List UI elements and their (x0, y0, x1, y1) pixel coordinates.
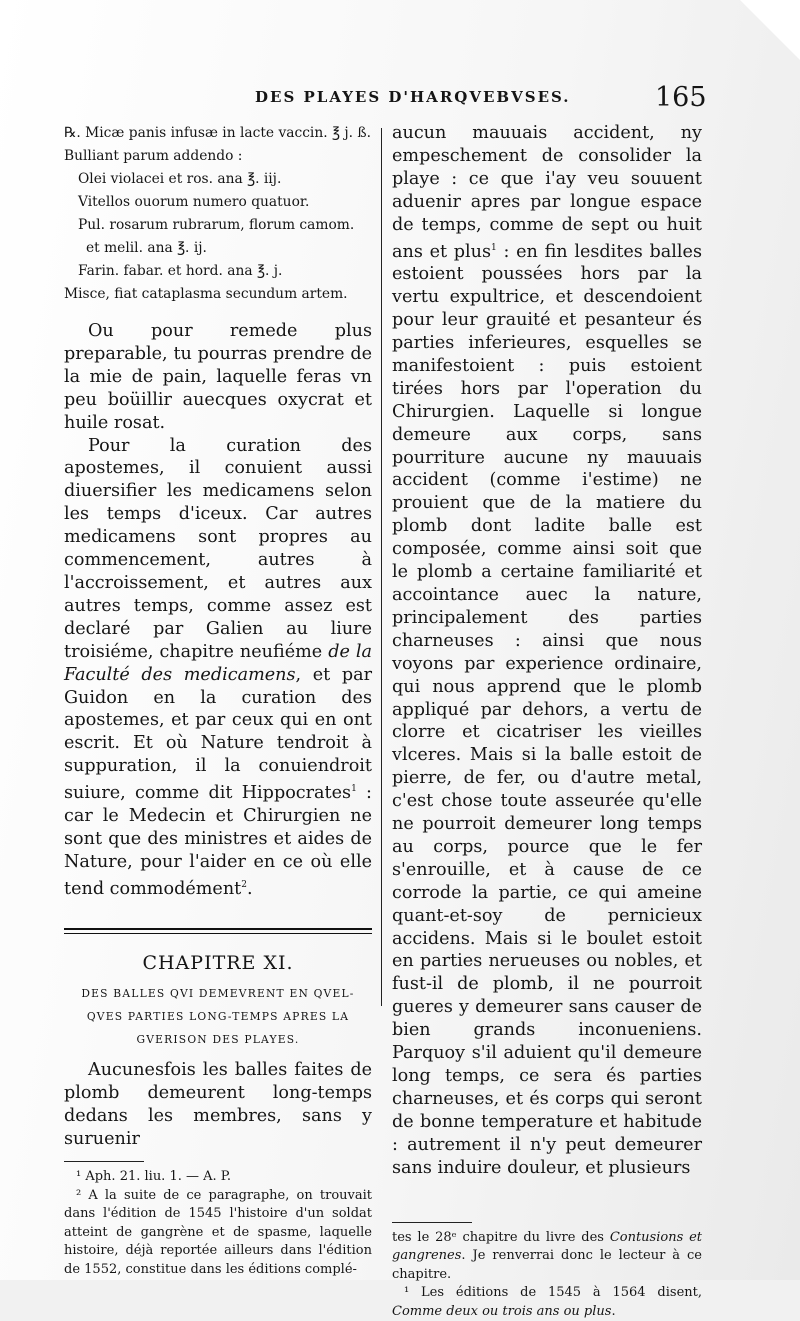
page-number: 165 (655, 82, 707, 113)
paragraph: Ou pour remede plus preparable, tu pourras prendre de la mie de pain, laquelle feras vn peu boüillir auecques oxycrat et huile rosat. (64, 321, 372, 433)
paragraph: Pour la curation des apostemes, il conuient aussi diuersifier les medicamens selon les temps d'iceux. Car autres medicamens sont propres au commencement, autres à l'accroissement, et autres aux autres temps, comme assez est declaré par Galien au liure troisiéme, chapitre neufiéme de la Faculté des medicamens, et par Guidon en la curation des apostemes, et par ceux qui en ont escrit. Et où Nature tendroit à suppuration, il la conuiendroit suiure, comme dit Hippocrates$^1$ : car le Medecin et Chirurgien ne sont que des ministres et aides de Nature, pour l'aider en ce où elle tend commodément$^2$. (64, 435, 373, 899)
recipe-line: Farin. fabar. et hord. ana ℥. j. (78, 263, 283, 279)
chapter-body (64, 1059, 372, 1151)
book-title-italic: de la Faculté des medicamens (64, 641, 372, 685)
footnote-marker: 1 (351, 784, 357, 795)
footnote-continuation: tes le 28ᵉ chapitre du livre des Contusions et gangrenes. Je renverrai donc le lecteur à ce chapitre. (392, 1229, 703, 1282)
chapter-subtitle-line: DES BALLES QVI DEMEVRENT EN QVEL- (81, 987, 355, 1001)
chapter-rule (64, 928, 372, 934)
right-column (392, 122, 702, 1321)
chapter-subtitle (64, 982, 372, 1051)
recipe-line: Misce, fiat cataplasma secundum artem. (64, 286, 348, 302)
footnote-marker: 1 (491, 242, 497, 253)
recipe-line: ℞. Micæ panis infusæ in lacte vaccin. ℥ j. ß. (64, 125, 372, 141)
paragraph: aucun mauuais accident, ny empeschement de consolider la playe : ce que i'ay veu souuent aduenir apres par longue espace de temps, comme de sept ou huit ans et plus$^1$ : en fin lesdites balles estoient poussées hors par la vertu expultrice, et descendoient pour leur grauité et pesanteur és parties inferieures, esquelles se manifestoient : puis estoient tirées hors par l'operation du Chirurgien. Laquelle si longue demeure aux corps, sans pourriture aucune ny mauuais accident (comme i'estime) ne prouient que de la matiere du plomb dont ladite balle est composée, comme ainsi soit que le plomb a certaine familiarité et accointance auec la nature, principalement des parties charneuses : ainsi que nous voyons par experience ordinaire, qui nous apprend que le plomb appliqué par dehors, a vertu de clorre et cicatriser les vieilles vlceres. Mais si la balle estoit de pierre, de fer, ou d'autre metal, c'est chose toute asseurée qu'elle ne pourroit demeurer long temps au corps, pource que le fer s'enrouille, et à cause de ce corrode la partie, ce qui ameine quant-et-soy de pernicieux accidens. Mais si le boulet estoit en parties nerueuses ou nobles, et fust-il de plomb, il ne pourroit gueres y demeurer sans causer de bien grands inconueniens. Parquoy s'il aduient qu'il demeure long temps, ce sera és parties charneuses, et és corps qui seront de bonne temperature et habitude : autrement il n'y peut demeurer sans induire douleur, et plusieurs (392, 123, 702, 1178)
footnote: ¹ Aph. 21. liu. 1. — A. P. (76, 1169, 232, 1184)
footnote: ² A la suite de ce paragraphe, on trouvait dans l'édition de 1545 l'histoire d'un soldat atteint de gangrène et de spasme, laquelle histoire, déjà reportée ailleurs dans l'édition de 1552, constitue dans les éditions complé- (64, 1187, 372, 1277)
recipe-line: Vitellos ouorum numero quatuor. (78, 194, 310, 210)
footnote: ¹ Les éditions de 1545 à 1564 disent, Comme deux ou trois ans ou plus. (392, 1285, 702, 1319)
recipe-line: Bulliant parum addendo : (64, 148, 243, 164)
column-divider (381, 128, 382, 1006)
left-footnotes (64, 1168, 372, 1279)
recipe-line: Olei violacei et ros. ana ℥. iij. (78, 171, 282, 187)
right-body-text (392, 122, 702, 1180)
right-footnotes (392, 1229, 702, 1321)
running-head: DES PLAYES D'HARQVEBVSES. (255, 88, 571, 106)
page-corner-fold (740, 0, 800, 60)
chapter-subtitle-line: GVERISON DES PLAYES. (136, 1033, 300, 1047)
paragraph: Aucunesfois les balles faites de plomb demeurent long-temps dedans les membres, sans y suruenir (64, 1060, 372, 1150)
recipe-block (64, 122, 372, 306)
footnote-rule (392, 1222, 472, 1223)
left-body-text (64, 320, 372, 900)
footnote-marker: 2 (241, 879, 247, 890)
left-column (64, 122, 372, 1279)
chapter-title: CHAPITRE XI. (142, 952, 294, 975)
chapter-subtitle-line: QVES PARTIES LONG-TEMPS APRES LA (86, 1010, 350, 1024)
recipe-line: Pul. rosarum rubrarum, florum camom. (78, 217, 355, 233)
recipe-line: et melil. ana ℥. ij. (86, 240, 207, 256)
footnote-rule (64, 1161, 144, 1162)
